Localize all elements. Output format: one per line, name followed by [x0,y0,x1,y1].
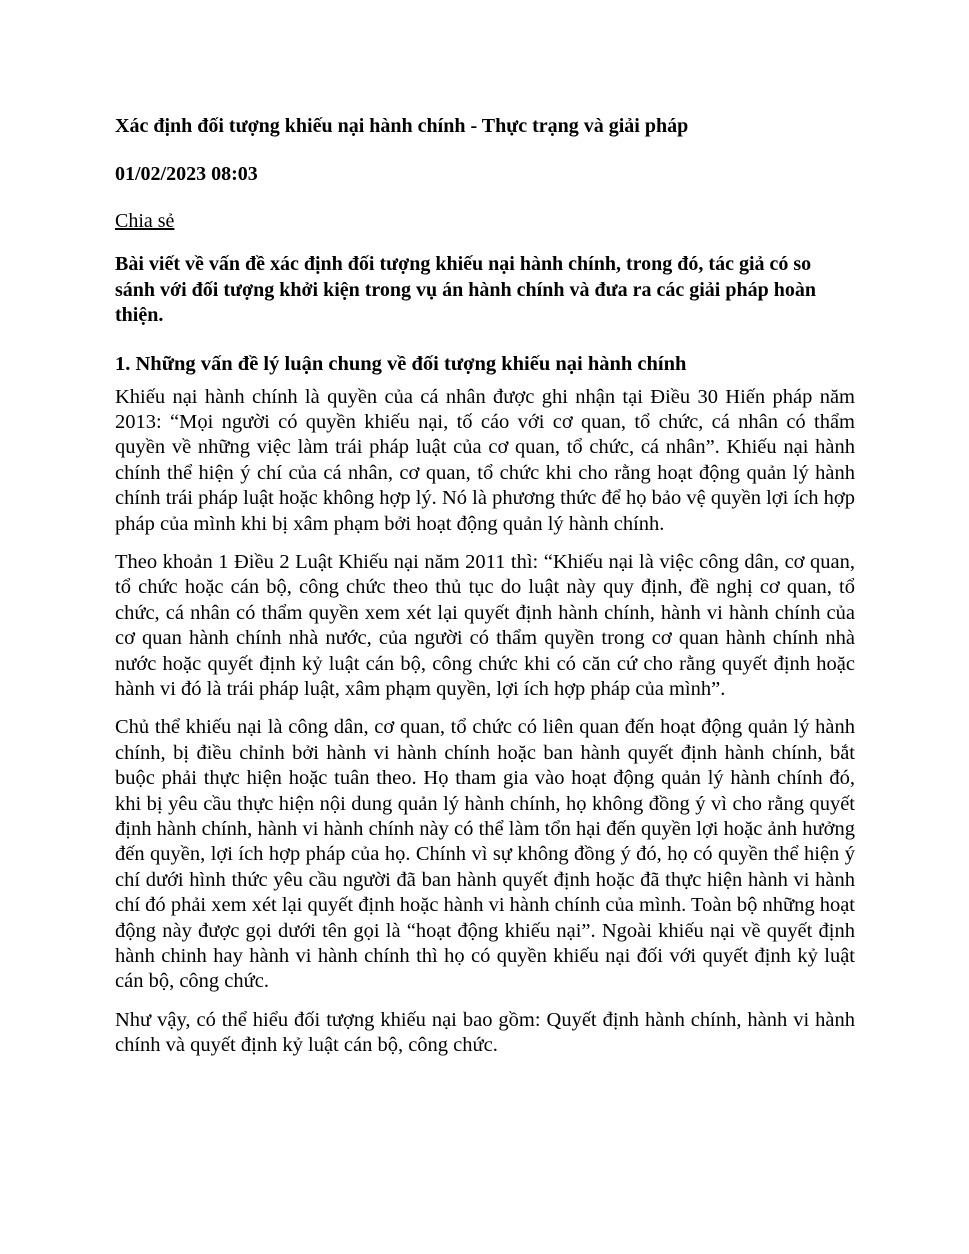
body-paragraph: Theo khoản 1 Điều 2 Luật Khiếu nại năm 2011 thì: “Khiếu nại là việc công dân, cơ quan, tổ chức hoặc cán bộ, công chức theo thủ tục do luật này quy định, đề nghị cơ quan, tổ chức, cá nhân có thẩm quyền xem xét lại quyết định hành chính, hành vi hành chính của cơ quan hành chính nhà nước, của người có thẩm quyền trong cơ quan hành chính nhà nước hoặc quyết định kỷ luật cán bộ, công chức khi có căn cứ cho rằng quyết định hoặc hành vi đó là trái pháp luật, xâm phạm quyền, lợi ích hợp pháp của mình”. [115,550,855,700]
section-heading: 1. Những vấn đề lý luận chung về đối tượng khiếu nại hành chính [115,352,687,375]
article-title: Xác định đối tượng khiếu nại hành chính - Thực trạng và giải pháp [115,115,689,137]
body-paragraph: Chủ thể khiếu nại là công dân, cơ quan, tổ chức có liên quan đến hoạt động quản lý hành chính, bị điều chỉnh bởi hành vi hành chính hoặc ban hành quyết định hành chính, bắt buộc phải thực hiện hoặc tuân theo. Họ tham gia vào hoạt động quản lý hành chính đó, khi bị yêu cầu thực hiện nội dung quản lý hành chính, họ không đồng ý vì cho rằng quyết định hành chính, hành vi hành chính này có thể làm tổn hại đến quyền lợi hoặc ảnh hưởng đến quyền, lợi ích hợp pháp của họ. Chính vì sự không đồng ý đó, họ có quyền thể hiện ý chí dưới hình thức yêu cầu người đã ban hành quyết định hoặc đã thực hiện hành vi hành chí đó phải xem xét lại quyết định hoặc hành vi hành chính của mình. Toàn bộ những hoạt động này được gọi dưới tên gọi là “hoạt động khiếu nại”. Ngoài khiếu nại về quyết định hành chinh hay hành vi hành chính thì họ có quyền khiếu nại đối với quyết định kỷ luật cán bộ, công chức. [115,716,855,993]
body-paragraph: Khiếu nại hành chính là quyền của cá nhân được ghi nhận tại Điều 30 Hiến pháp năm 2013: “Mọi người có quyền khiếu nại, tố cáo với cơ quan, tổ chức, cá nhân có thẩm quyền về những việc làm trái pháp luật của cơ quan, tổ chức, cá nhân”. Khiếu nại hành chính thể hiện ý chí của cá nhân, cơ quan, tổ chức khi cho rằng hoạt động quản lý hành chính trái pháp luật hoặc không hợp lý. Nó là phương thức để họ bảo vệ quyền lợi ích hợp pháp của mình khi bị xâm phạm bởi hoạt động quản lý hành chính. [115,385,855,535]
article-datetime: 01/02/2023 08:03 [115,163,258,185]
share-link[interactable]: Chia sẻ [115,210,175,232]
article-lead: Bài viết về vấn đề xác định đối tượng khiếu nại hành chính, trong đó, tác giả có so sánh với đối tượng khởi kiện trong vụ án hành chính và đưa ra các giải pháp hoàn thiện. [115,253,816,326]
body-paragraph: Như vậy, có thể hiểu đối tượng khiếu nại bao gồm: Quyết định hành chính, hành vi hành chính và quyết định kỷ luật cán bộ, công chức. [115,1008,855,1057]
document-page [115,113,855,1072]
